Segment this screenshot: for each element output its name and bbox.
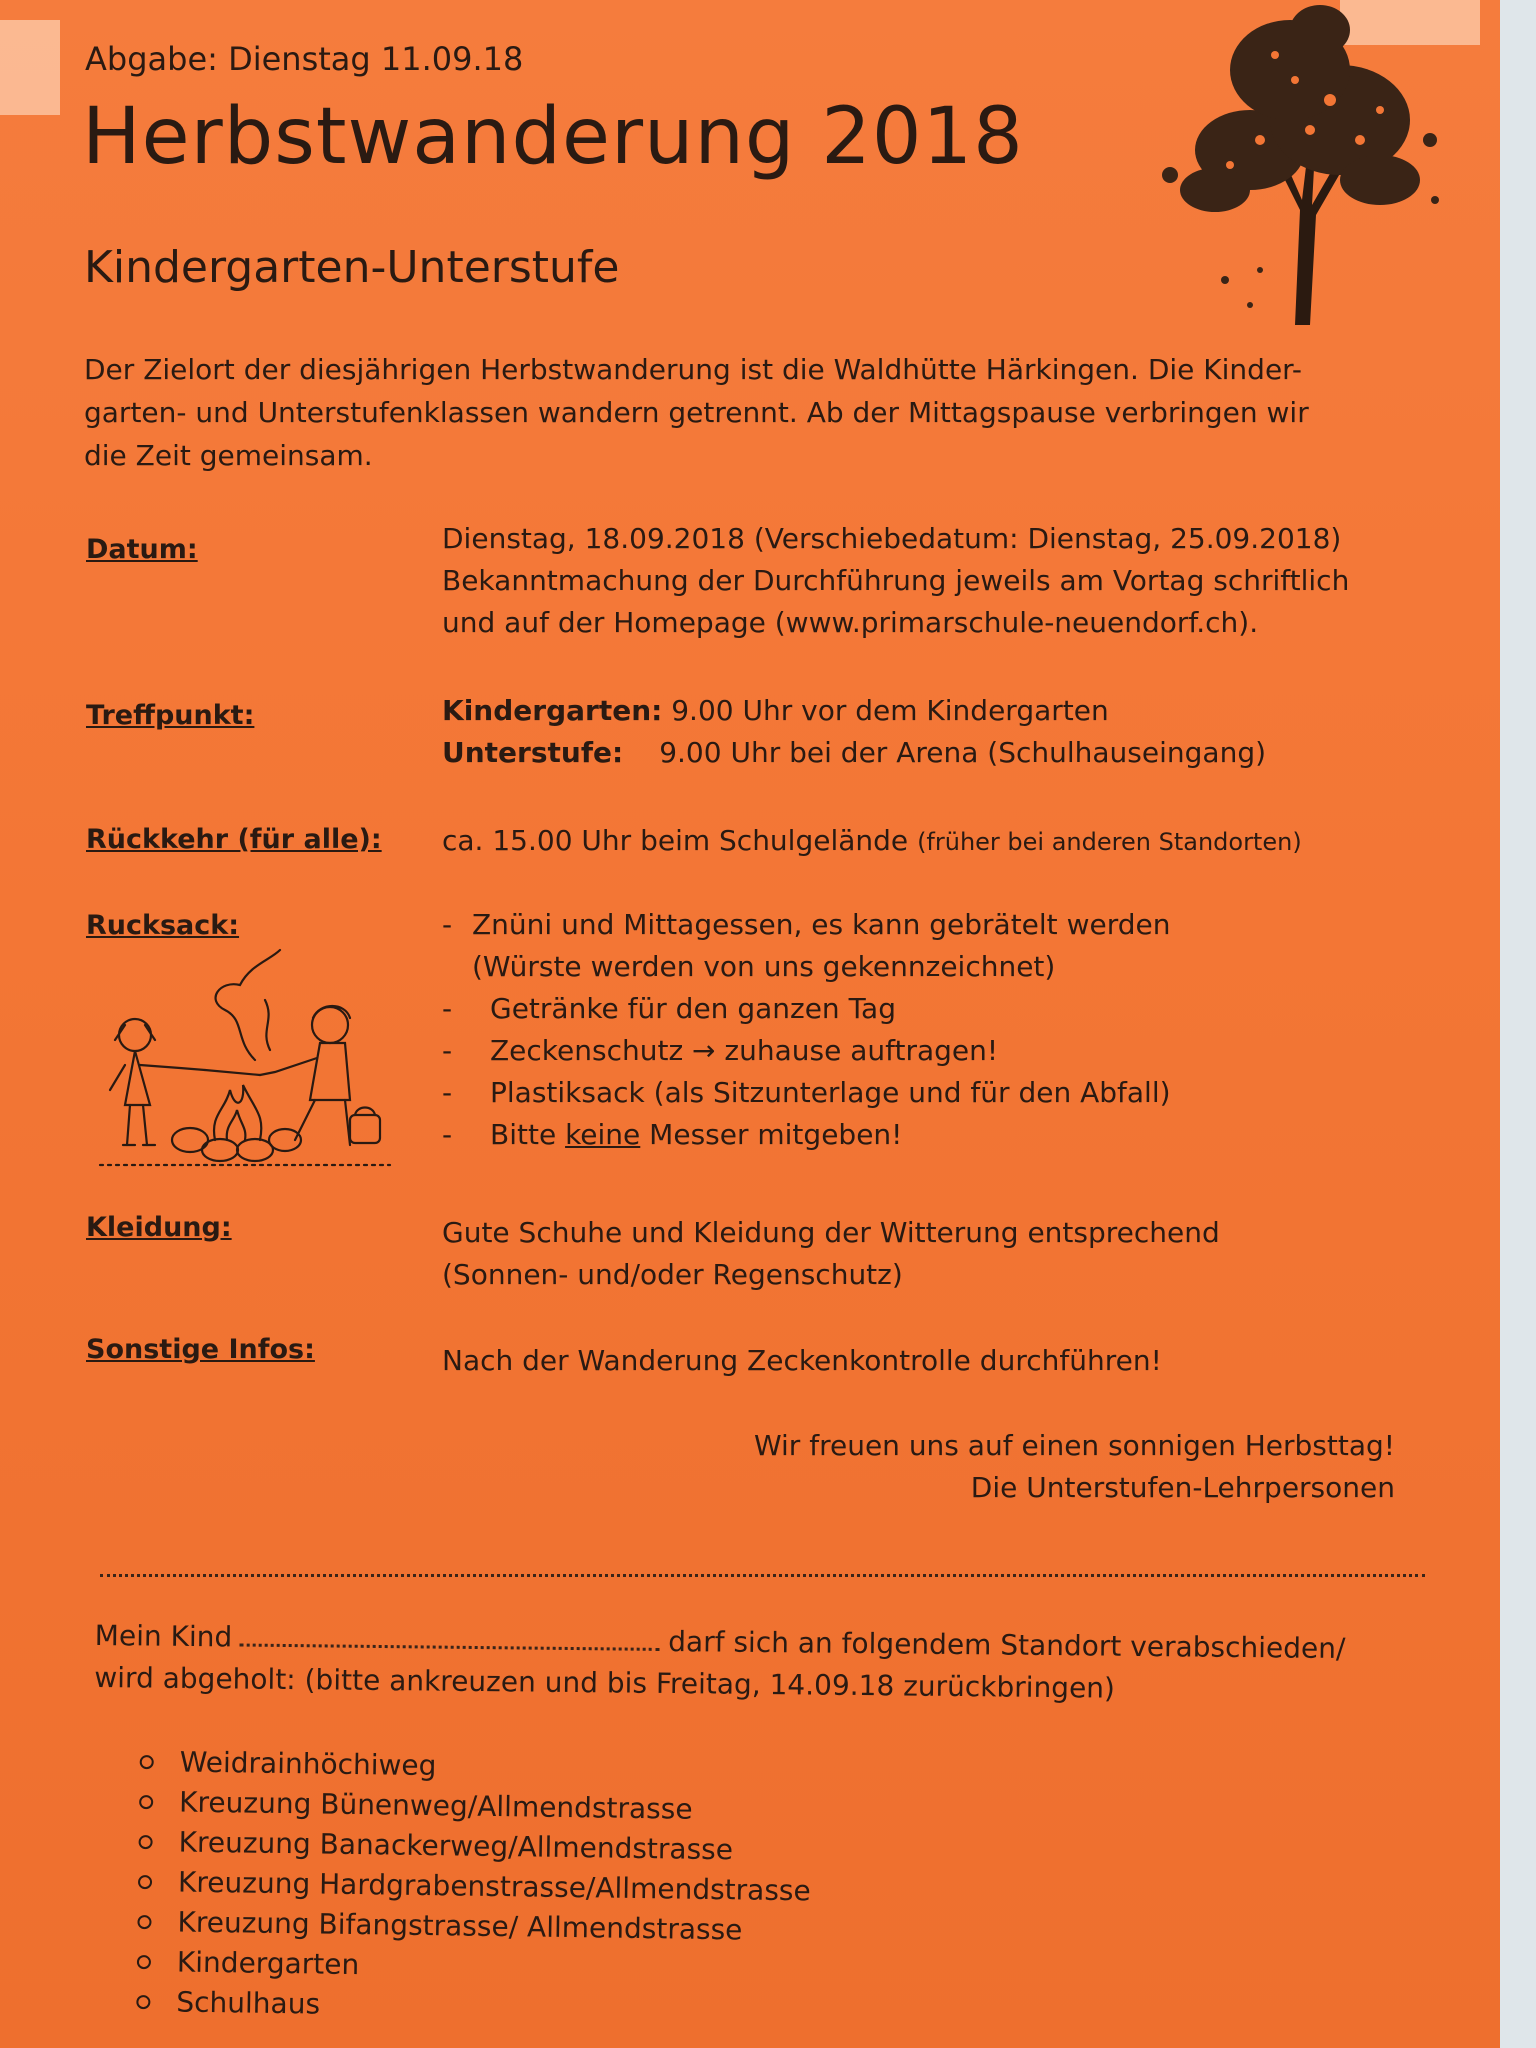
option-hardgrabenstrasse[interactable]: Kreuzung Hardgrabenstrasse/Allmendstrasse xyxy=(138,1862,811,1911)
checkbox-circle[interactable] xyxy=(140,1755,154,1769)
option-buenenweg[interactable]: Kreuzung Bünenweg/Allmendstrasse xyxy=(139,1782,812,1831)
checkbox-circle[interactable] xyxy=(136,1995,150,2009)
option-schulhaus[interactable]: Schulhaus xyxy=(136,1982,809,2031)
page-title: Herbstwanderung 2018 xyxy=(82,92,1024,182)
checkbox-circle[interactable] xyxy=(138,1875,152,1889)
list-item: (Würste werden von uns gekennzeichnet) xyxy=(472,950,1056,983)
rueckkehr-text: ca. 15.00 Uhr beim Schulgelände (früher bei anderen Standorten) xyxy=(442,824,1302,857)
label-sonstige: Sonstige Infos: xyxy=(86,1334,315,1365)
option-kindergarten[interactable]: Kindergarten xyxy=(137,1942,810,1991)
tree-illustration xyxy=(1130,0,1460,330)
checkbox-circle[interactable] xyxy=(139,1795,153,1809)
list-item: - Zeckenschutz → zuhause auftragen! xyxy=(442,1034,999,1067)
checkbox-circle[interactable] xyxy=(137,1955,151,1969)
label-treffpunkt: Treffpunkt: xyxy=(86,700,255,731)
child-name-field[interactable] xyxy=(240,1626,660,1651)
reply-slip: Mein Kind darf sich an folgendem Standort verabschieden/ wird abgeholt: (bitte ankreuzen und bis Freitag, 14.09.18 zurückbringen) xyxy=(94,1618,1346,1705)
location-options xyxy=(136,1742,813,2031)
list-item: - Bitte keine Messer mitgeben! xyxy=(442,1118,903,1151)
due-date: Abgabe: Dienstag 11.09.18 xyxy=(85,40,524,78)
datum-text: Dienstag, 18.09.2018 (Verschiebedatum: Dienstag, 25.09.2018) Bekanntmachung der Durchführung jeweils am Vortag schriftlich und auf der Homepage (www.primarschule-neuendorf.ch). xyxy=(442,522,1350,639)
sonstige-text: Nach der Wanderung Zeckenkontrolle durchführen! xyxy=(442,1344,1162,1377)
label-datum: Datum: xyxy=(86,534,198,565)
label-rueckkehr: Rückkehr (für alle): xyxy=(86,824,382,855)
option-banackerweg[interactable]: Kreuzung Banackerweg/Allmendstrasse xyxy=(138,1822,811,1871)
page-subtitle: Kindergarten-Unterstufe xyxy=(84,242,620,293)
kleidung-text: Gute Schuhe und Kleidung der Witterung entsprechend (Sonnen- und/oder Regenschutz) xyxy=(442,1216,1220,1291)
rucksack-list xyxy=(442,904,1171,1156)
label-rucksack: Rucksack: xyxy=(86,910,240,941)
list-item: - Getränke für den ganzen Tag xyxy=(442,992,896,1025)
intro-paragraph: Der Zielort der diesjährigen Herbstwanderung ist die Waldhütte Härkingen. Die Kinder- garten- und Unterstufenklassen wandern getrennt. Ab der Mittagspause verbringen wir die Zeit gemeinsam. xyxy=(84,353,1309,472)
treffpunkt-text: Kindergarten: 9.00 Uhr vor dem Kindergarten Unterstufe: 9.00 Uhr bei der Arena (Schulhauseingang) xyxy=(442,694,1267,769)
option-bifangstrasse[interactable]: Kreuzung Bifangstrasse/ Allmendstrasse xyxy=(137,1902,810,1951)
tape-top-left xyxy=(0,20,60,115)
list-item: - Znüni und Mittagessen, es kann gebrätelt werden xyxy=(442,908,1171,941)
cut-line xyxy=(100,1574,1425,1577)
option-weidrainhoechiweg[interactable]: Weidrainhöchiweg xyxy=(139,1742,812,1791)
campfire-kids-illustration xyxy=(95,940,395,1185)
label-kleidung: Kleidung: xyxy=(86,1212,232,1243)
closing-signature: Wir freuen uns auf einen sonnigen Herbsttag! Die Unterstufen-Lehrpersonen xyxy=(753,1429,1395,1504)
checkbox-circle[interactable] xyxy=(137,1915,151,1929)
list-item: - Plastiksack (als Sitzunterlage und für den Abfall) xyxy=(442,1076,1171,1109)
checkbox-circle[interactable] xyxy=(139,1835,153,1849)
